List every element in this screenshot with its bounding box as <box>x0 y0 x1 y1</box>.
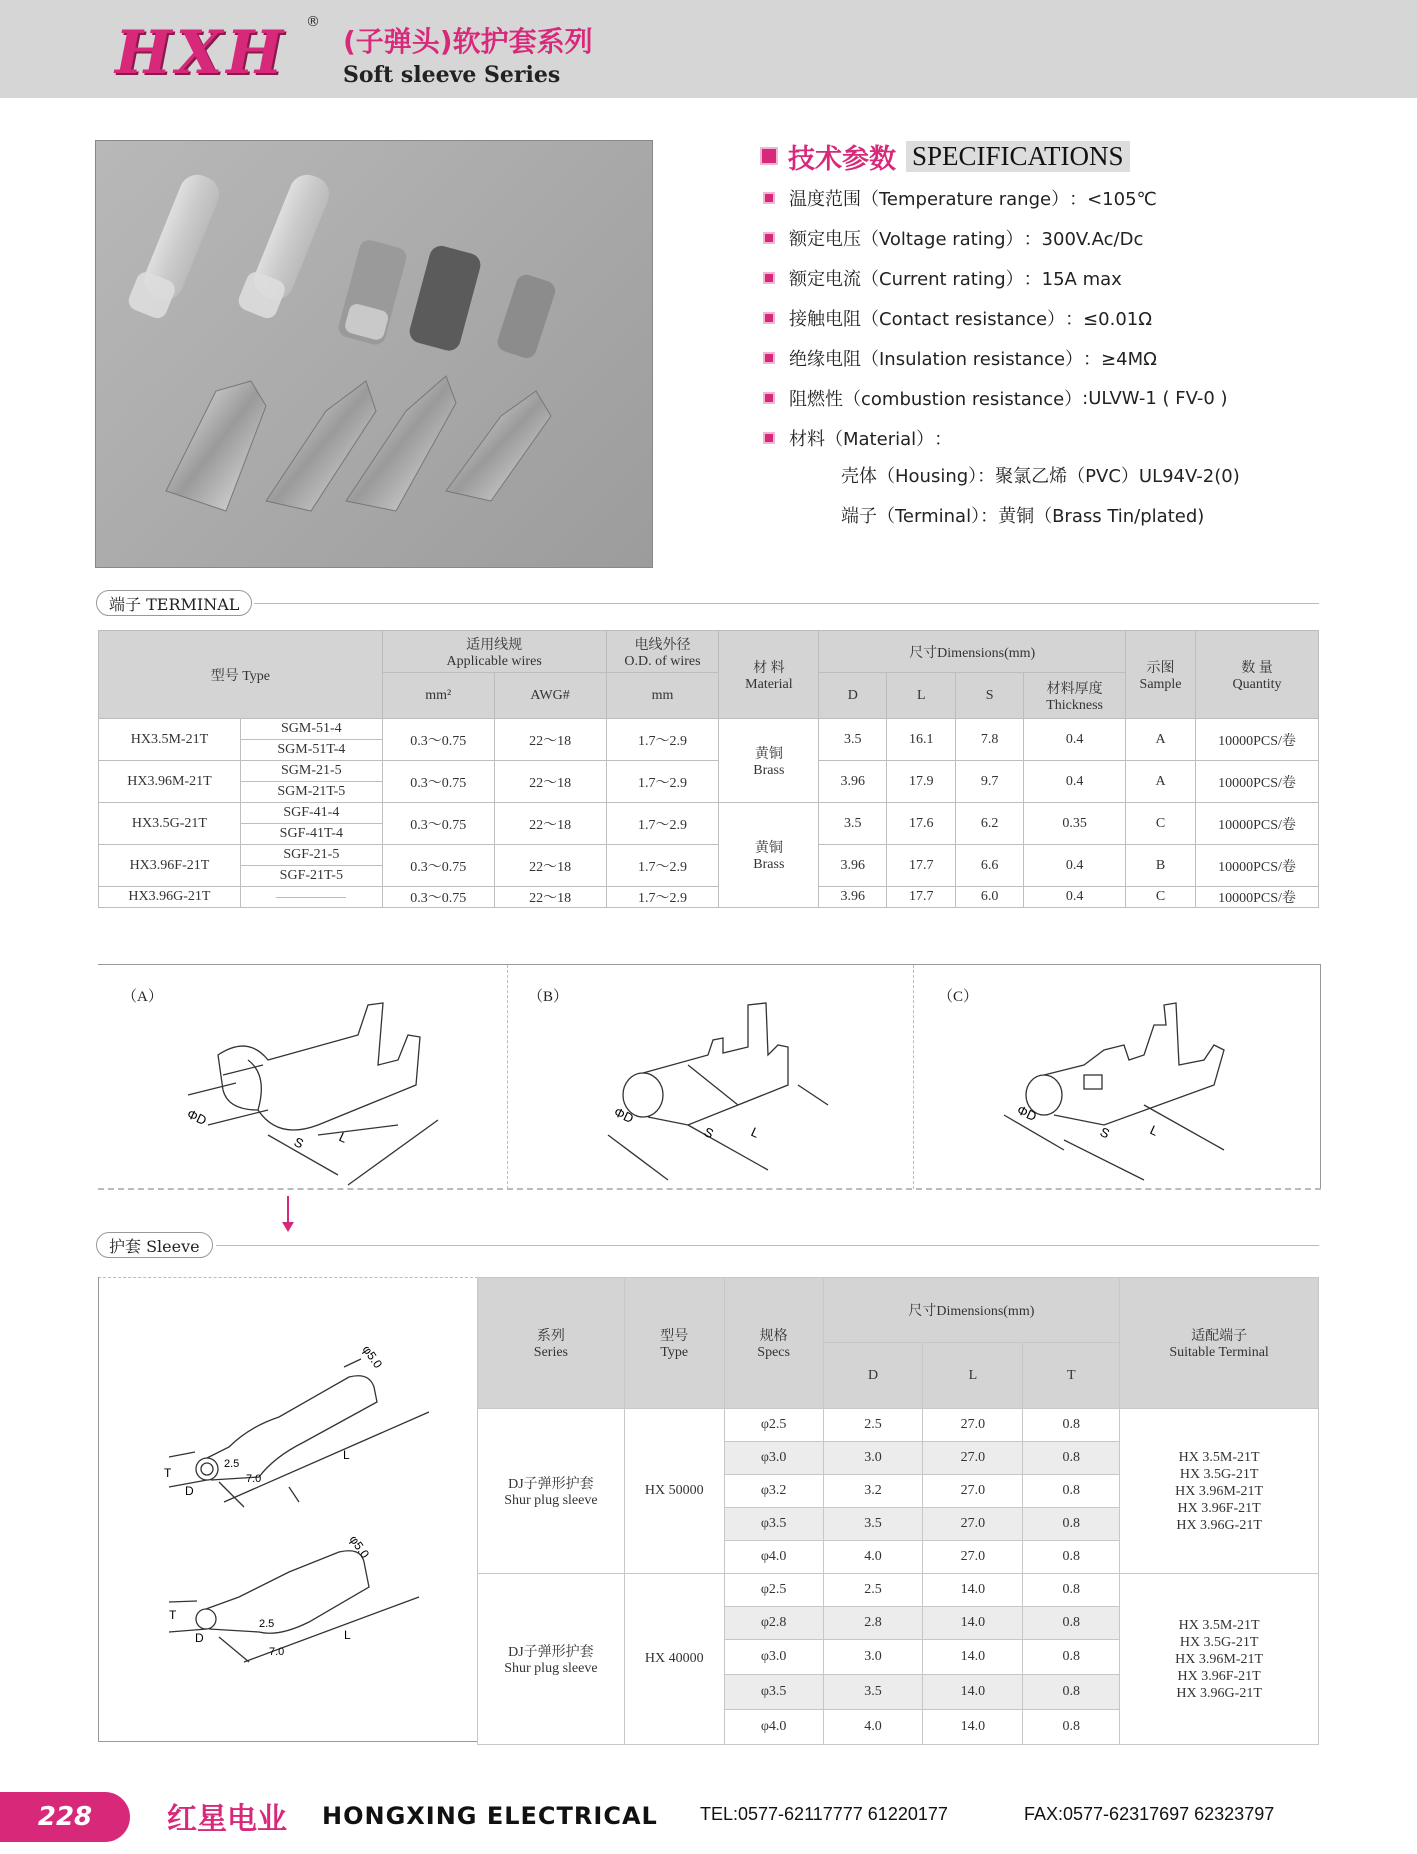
bullet-icon <box>763 432 775 444</box>
svg-text:S: S <box>701 1124 716 1142</box>
page-number: 228 <box>0 1792 130 1842</box>
header-od: 电线外径 O.D. of wires <box>606 631 719 673</box>
spec-contact-resistance: 接触电阻（Contact resistance） ：≤0.01Ω <box>763 298 1228 338</box>
svg-text:D: D <box>185 1484 194 1498</box>
table-header-row <box>99 631 1319 673</box>
short-sleeve-clear <box>336 238 408 347</box>
bullet-icon <box>763 352 775 364</box>
spec-voltage: 额定电压（Voltage rating） ：300V.Ac/Dc <box>763 218 1228 258</box>
figure-c: （C） ΦD S L <box>914 965 1321 1189</box>
table-row: HX3.96F-21T SGF-21-5 0.3～0.75 22～18 1.7～2.9 3.96 17.7 6.6 0.4 B 10000PCS/卷 <box>99 845 1319 866</box>
header-thickness: 材料厚度 Thickness <box>1024 673 1126 719</box>
svg-text:L: L <box>748 1124 762 1141</box>
table-row: SGF-41T-4 <box>99 824 1319 845</box>
figure-divider <box>98 1188 1321 1190</box>
table-row: HX3.5M-21T SGM-51-4 0.3～0.75 22～18 1.7～2.9 黄铜 Brass 3.5 16.1 7.8 0.4 A 10000PCS/卷 <box>99 719 1319 740</box>
header-quantity: 数 量 Quantity <box>1196 631 1319 719</box>
series-title-en: Soft sleeve Series <box>343 62 561 88</box>
table-row: HX3.96M-21T SGM-21-5 0.3～0.75 22～18 1.7～2.9 3.96 17.9 9.7 0.4 A 10000PCS/卷 <box>99 761 1319 782</box>
svg-text:2.5: 2.5 <box>224 1458 240 1470</box>
series-cell: DJ子弹形护套 Shur plug sleeve <box>478 1574 625 1745</box>
sleeve-subheader-row: D L T <box>478 1343 1319 1409</box>
svg-text:φ5.0: φ5.0 <box>359 1342 386 1371</box>
specs-title-cn: 技术参数 <box>788 143 896 175</box>
table-row: φ4.0 4.0 27.0 0.8 <box>478 1541 1319 1574</box>
header-sample: 示图 Sample <box>1126 631 1196 719</box>
table-row: φ3.0 3.0 27.0 0.8 <box>478 1442 1319 1475</box>
material-cell-1: 黄铜 Brass <box>719 719 819 803</box>
table-row: HX3.5G-21T SGF-41-4 0.3～0.75 22～18 1.7～2.9 黄铜 Brass 3.5 17.6 6.2 0.35 C 10000PCS/卷 <box>99 803 1319 824</box>
header-mm2: mm² <box>382 673 494 719</box>
registered-mark: ® <box>306 14 320 30</box>
bullet-icon <box>763 272 775 284</box>
svg-text:T: T <box>169 1608 177 1622</box>
bullet-icon <box>763 192 775 204</box>
short-sleeve-dark <box>407 243 483 353</box>
table-row: φ3.2 3.2 27.0 0.8 <box>478 1475 1319 1508</box>
sleeve-header-row <box>478 1278 1319 1343</box>
sleeve-drawing-2 <box>99 1527 479 1737</box>
specs-title-en: SPECIFICATIONS <box>906 141 1130 172</box>
header-material: 材 料 Material <box>719 631 819 719</box>
table-row: DJ子弹形护套 Shur plug sleeve HX 40000 φ2.5 2.5 14.0 0.8 HX 3.5M-21T HX 3.5G-21T HX 3.96M-21T HX 3.96F-21T HX 3.96G-21T <box>478 1574 1319 1607</box>
header-type: 型号 Type <box>624 1278 724 1409</box>
clear-long-sleeve-2 <box>236 167 335 323</box>
suitable-terminals: HX 3.5M-21T HX 3.5G-21T HX 3.96M-21T HX 3.96F-21T HX 3.96G-21T <box>1120 1409 1319 1574</box>
svg-text:ΦD: ΦD <box>1014 1102 1039 1125</box>
svg-text:φ5.0: φ5.0 <box>346 1532 373 1561</box>
svg-text:7.0: 7.0 <box>246 1473 262 1485</box>
svg-text:ΦD: ΦD <box>184 1106 209 1129</box>
metal-terminals <box>166 376 551 511</box>
table-row: φ3.5 3.5 14.0 0.8 <box>478 1675 1319 1710</box>
divider <box>254 603 1319 604</box>
svg-text:7.0: 7.0 <box>269 1646 285 1658</box>
svg-text:T: T <box>164 1466 172 1480</box>
svg-text:L: L <box>1147 1122 1161 1139</box>
header-suitable: 适配端子 Suitable Terminal <box>1120 1278 1319 1409</box>
header-type: 型号 Type <box>99 631 383 719</box>
svg-text:ΦD: ΦD <box>611 1104 636 1127</box>
svg-text:L: L <box>344 1628 351 1642</box>
terminal-section-tag: 端子 TERMINAL <box>96 590 252 616</box>
header-s: S <box>956 673 1024 719</box>
title-bullet-icon <box>760 147 778 165</box>
header-dimensions: 尺寸Dimensions(mm) <box>819 631 1126 673</box>
svg-text:S: S <box>291 1134 306 1152</box>
svg-text:2.5: 2.5 <box>259 1618 275 1630</box>
spec-terminal: 端子（Terminal）：黄铜（Brass Tin/plated) <box>841 506 1205 527</box>
header-wires: 适用线规 Applicable wires <box>382 631 606 673</box>
table-row: φ4.0 4.0 14.0 0.8 <box>478 1710 1319 1745</box>
svg-text:S: S <box>1097 1124 1112 1142</box>
clear-long-sleeve <box>126 167 225 323</box>
page-header <box>0 0 1417 98</box>
spec-current: 额定电流（Current rating） ：15A max <box>763 258 1228 298</box>
table-row: SGM-51T-4 <box>99 740 1319 761</box>
header-series: 系列 Series <box>478 1278 625 1409</box>
header-d: D <box>819 673 887 719</box>
series-cell: DJ子弹形护套 Shur plug sleeve <box>478 1409 625 1574</box>
footer-fax: FAX:0577-62317697 62323797 <box>1024 1804 1275 1824</box>
svg-text:D: D <box>195 1631 204 1645</box>
table-row: SGF-21T-5 <box>99 866 1319 887</box>
svg-text:L: L <box>336 1129 350 1146</box>
table-row: φ3.5 3.5 27.0 0.8 <box>478 1508 1319 1541</box>
down-arrow-icon <box>280 1196 296 1234</box>
divider <box>216 1245 1319 1246</box>
spec-temperature: 温度范围（Temperature range） ：<105℃ <box>763 178 1228 218</box>
sleeve-section-tag: 护套 Sleeve <box>96 1232 213 1258</box>
header-mm: mm <box>606 673 719 719</box>
company-name-cn: 红星电业 <box>167 1802 287 1837</box>
short-sleeve-small <box>495 272 558 360</box>
company-name-en: HONGXING ELECTRICAL <box>322 1802 658 1830</box>
spec-insulation: 绝缘电阻（Insulation resistance） ：≥4MΩ <box>763 338 1228 378</box>
terminal-figures <box>98 964 1321 1189</box>
empty-subtype-cell <box>240 887 382 908</box>
header-specs: 规格 Specs <box>724 1278 823 1409</box>
header-l: L <box>887 673 956 719</box>
specs-list <box>763 178 1228 458</box>
specs-title <box>760 140 1130 175</box>
table-row: SGM-21T-5 <box>99 782 1319 803</box>
spec-material: 材料（Material） ： <box>763 418 1228 458</box>
terminal-table: 型号 Type 适用线规 Applicable wires 电线外径 O.D. of wires 材 料 Material 尺寸Dimensions(mm) 示图 Sample 数 量 Quantity mm² AWG# mm D L S 材料厚度 Thickness HX3.5M-21T SGM-51-4 0.3～0.75 22～18 1.7～2.9 黄铜 Brass 3.5 16.1 7.8 0.4 A 10000PCS/卷 SGM-51T-4 HX3.96M-21T SGM-21-5 0.3～0.75 22～18 1.7～2.9 3.96 17.9 9.7 0.4 A 10000PCS/卷 SGM-21T-5 HX3.5G-21T SGF-41-4 0.3～0.75 22～18 1.7～2.9 黄铜 Brass 3.5 17.6 6.2 0.35 C 10000PCS/卷 SGF-41T-4 HX3.96F-21T SGF-21-5 0.3～0.75 22～18 1.7～2.9 3.96 17.7 6.6 0.4 B 10000PCS/卷 SGF-21T-5 HX3.96G-21T 0.3～0.75 22～18 1.7～2.9 3.96 17.7 6.0 0.4 C 10000PCS/卷 <box>98 630 1319 908</box>
product-photo <box>95 140 653 568</box>
spec-combustion: 阻燃性（combustion resistance） :ULVW-1 ( FV-0 ) <box>763 378 1228 418</box>
bullet-icon <box>763 232 775 244</box>
table-row: φ2.8 2.8 14.0 0.8 <box>478 1607 1319 1640</box>
header-awg: AWG# <box>494 673 606 719</box>
brand-logo: HXH <box>115 18 287 88</box>
bullet-icon <box>763 312 775 324</box>
terminal-b-drawing <box>508 965 914 1189</box>
table-row: DJ子弹形护套 Shur plug sleeve HX 50000 φ2.5 2.5 27.0 0.8 HX 3.5M-21T HX 3.5G-21T HX 3.96M-21T HX 3.96F-21T HX 3.96G-21T <box>478 1409 1319 1442</box>
svg-text:L: L <box>343 1448 350 1462</box>
spec-housing: 壳体（Housing）：聚氯乙烯（PVC）UL94V-2(0) <box>841 466 1240 487</box>
header-dimensions: 尺寸Dimensions(mm) <box>823 1278 1120 1343</box>
footer-tel: TEL:0577-62117777 61220177 <box>700 1804 948 1824</box>
suitable-terminals: HX 3.5M-21T HX 3.5G-21T HX 3.96M-21T HX 3.96F-21T HX 3.96G-21T <box>1120 1574 1319 1745</box>
material-cell-2: 黄铜 Brass <box>719 803 819 908</box>
bullet-icon <box>763 392 775 404</box>
series-title-cn: (子弹头)软护套系列 <box>343 25 593 58</box>
table-row: φ3.0 3.0 14.0 0.8 <box>478 1640 1319 1675</box>
figure-a: （A） ΦD S L <box>98 965 508 1189</box>
sleeve-table <box>477 1277 1319 1745</box>
figure-b: （B） ΦD S L <box>508 965 914 1189</box>
sleeve-drawings <box>98 1277 478 1742</box>
